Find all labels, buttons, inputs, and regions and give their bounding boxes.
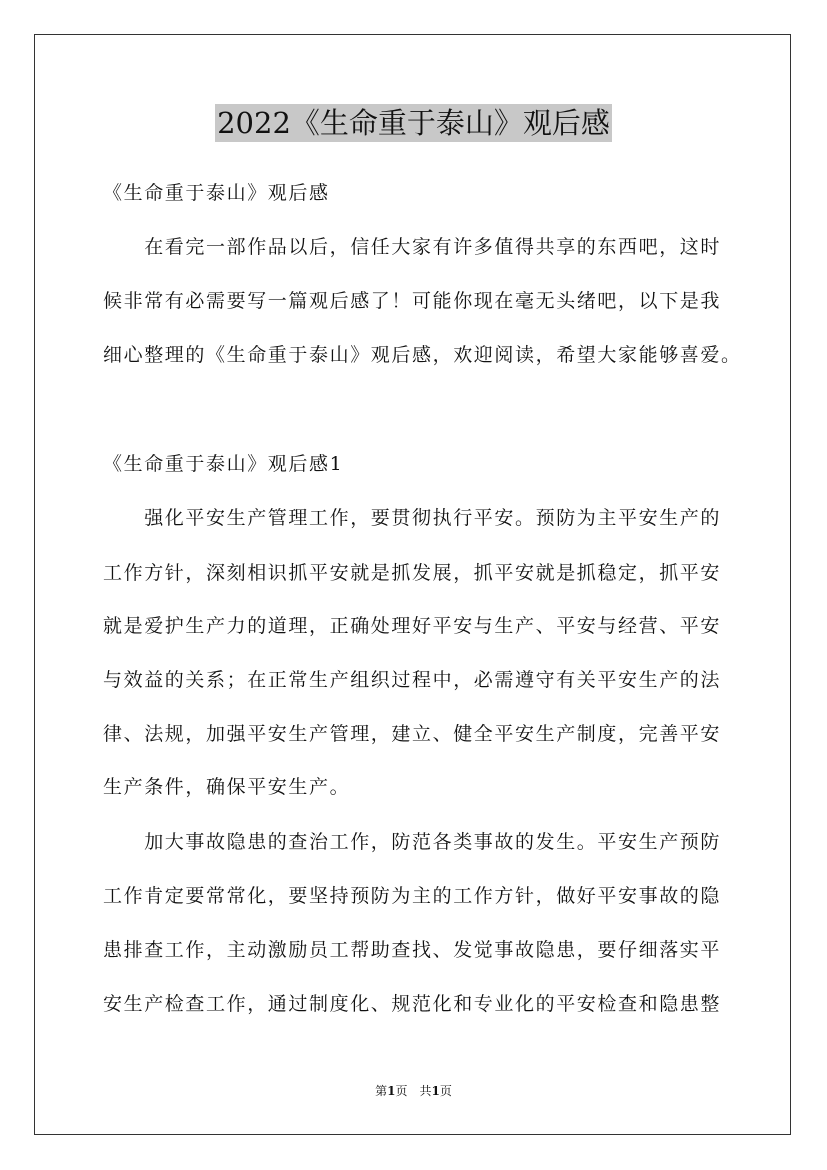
body-line: 强化平安生产管理工作，要贯彻执行平安。预防为主平安生产的	[103, 507, 722, 529]
footer-page-suffix: 页 共	[395, 1084, 432, 1098]
subtitle-line: 《生命重于泰山》观后感	[103, 182, 330, 204]
body-line: 工作肯定要常常化，要坚持预防为主的工作方针，做好平安事故的隐	[103, 885, 722, 907]
page-footer	[0, 1083, 827, 1099]
body-line: 安生产检查工作，通过制度化、规范化和专业化的平安检查和隐患整	[103, 993, 722, 1015]
section-heading: 《生命重于泰山》观后感1	[103, 453, 344, 475]
footer-page-number: 1	[387, 1084, 396, 1098]
body-line: 工作方针，深刻相识抓平安就是抓发展，抓平安就是抓稳定，抓平安	[103, 562, 722, 584]
document-title: 2022《生命重于泰山》观后感	[217, 106, 610, 140]
body-line: 就是爱护生产力的道理，正确处理好平安与生产、平安与经营、平安	[103, 615, 722, 637]
footer-prefix: 第	[375, 1084, 388, 1098]
footer-total-pages: 1	[431, 1084, 440, 1098]
body-line: 患排查工作，主动激励员工帮助查找、发觉事故隐患，要仔细落实平	[103, 939, 722, 961]
body-line: 细心整理的《生命重于泰山》观后感，欢迎阅读，希望大家能够喜爱。	[103, 344, 742, 366]
body-line: 与效益的关系；在正常生产组织过程中，必需遵守有关平安生产的法	[103, 669, 722, 691]
footer-total-suffix: 页	[439, 1084, 452, 1098]
body-line: 在看完一部作品以后，信任大家有许多值得共享的东西吧，这时	[103, 236, 722, 258]
title-container	[0, 104, 827, 142]
body-line: 律、法规，加强平安生产管理，建立、健全平安生产制度，完善平安	[103, 723, 722, 745]
body-line: 生产条件，确保平安生产。	[103, 776, 351, 798]
body-line: 候非常有必需要写一篇观后感了！可能你现在毫无头绪吧，以下是我	[103, 290, 722, 312]
body-line: 加大事故隐患的查治工作，防范各类事故的发生。平安生产预防	[103, 831, 722, 853]
